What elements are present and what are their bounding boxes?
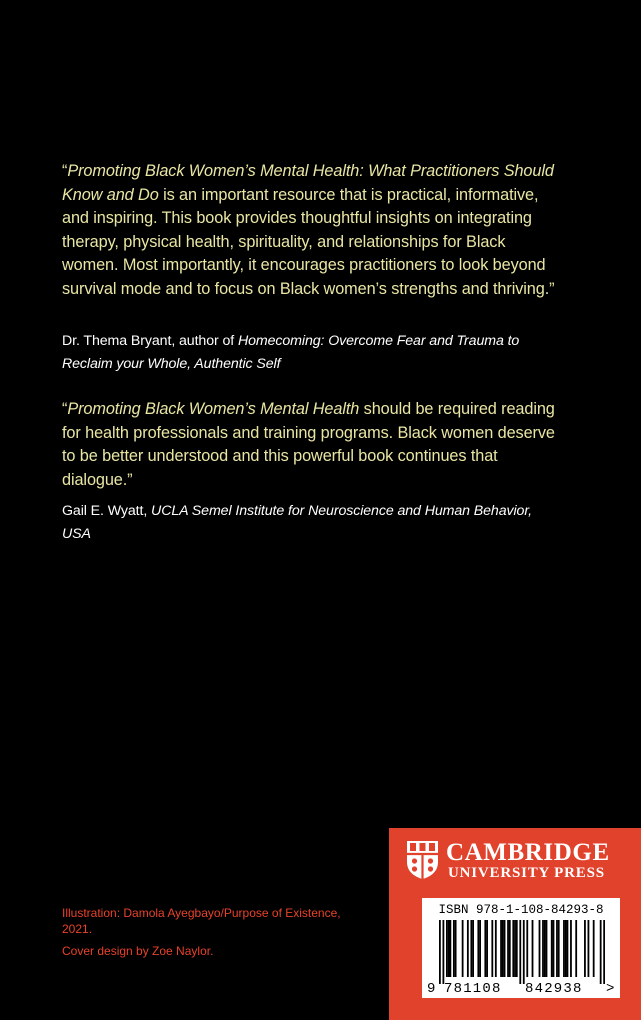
barcode-bar [448,920,450,977]
publisher-name: CAMBRIDGE [446,839,610,866]
isbn-label: ISBN 978-1-108-84293-8 [438,903,604,917]
quote-text: should be required reading for health professionals and training programs. Black women deserve to be better understood and this powerful book continues that dialogue.” [62,400,555,489]
barcode-bar [449,920,451,977]
barcode-bar [495,920,497,977]
barcode-bar [491,920,493,977]
endorsement-attribution-2 [62,500,562,546]
barcode-bar [551,920,553,977]
publisher-subname: UNIVERSITY PRESS [448,865,605,881]
endorser-name: Gail E. Wyatt, [62,503,152,519]
endorser-name: Dr. Thema Bryant, author of [62,333,238,349]
barcode-bar [470,920,472,977]
barcode-bar [544,920,546,977]
barcode-bar [563,920,565,977]
endorsement-quote-1: “Promoting Black Women’s Mental Health: What Practitioners Should Know and Do is an important resource that is practical, informative, and inspiring. This book provides thoughtful insights on integrating therapy, physical health, spirituality, and relationships for Black women. Most importantly, it encourages practitioners to look beyond survival mode and to focus on Black women’s strengths and thriving.” [62,162,555,298]
barcode-bar [472,920,474,977]
barcode-bar [446,920,448,977]
endorsement-attribution-1 [62,330,562,376]
barcode-bar [556,920,558,977]
barcode-bar [526,920,528,977]
barcode-bar [567,920,569,977]
barcode-bar [542,920,544,977]
quote-book-title: Promoting Black Women’s Mental Health [67,400,360,418]
barcode-bar [479,920,481,977]
barcode-bar [553,920,555,977]
quote-book-title: Promoting Black Women’s Mental Health: What Practitioners Should Know and Do [62,162,554,204]
barcode-bar [603,920,605,984]
barcode-bar [484,920,486,977]
barcode-bar [509,920,511,977]
barcode-bars [439,920,605,984]
cambridge-crest-icon [406,840,439,880]
illustration-credit: Illustration: Damola Ayegbayo/Purpose of Existence, 2021. [62,906,341,936]
publisher-panel [389,828,641,1020]
barcode-digit-group-2: 842938 [525,981,583,997]
quote-text: is an important resource that is practical, informative, and inspiring. This book provides thoughtful insights on integrating therapy, physical health, spirituality, and relationships for Black women. Most importantly, it encourages practitioners to look beyond survival mode and to focus on Black women’s strengths and thriving.” [62,185,555,298]
barcode-bar [500,920,502,977]
barcode-bar [558,920,560,977]
barcode-bar [532,920,534,977]
barcode-bar [442,920,444,984]
barcode-bar [539,920,541,977]
barcode-bar [523,920,525,984]
barcode-bar [600,920,602,984]
barcode-bar [502,920,504,977]
endorser-affiliation: UCLA Semel Institute for Neuroscience and Human Behavior, USA [62,503,533,542]
barcode-bar [516,920,518,977]
barcode-bar [519,920,521,984]
barcode-bar [477,920,479,977]
barcode-bar [593,920,595,977]
barcode-bar [575,920,577,977]
barcode-bar [584,920,586,977]
endorser-affiliation: Homecoming: Overcome Fear and Trauma to Reclaim your Whole, Authentic Self [62,333,520,372]
barcode-bar [512,920,514,977]
barcode-bar [439,920,441,984]
barcode-bar [453,920,455,977]
barcode-bar [504,920,506,977]
barcode-bar [455,920,457,977]
isbn-barcode [422,898,620,998]
barcode-bar [546,920,548,977]
design-credit: Cover design by Zoe Naylor. [62,944,214,958]
barcode-bar [570,920,572,977]
barcode-digit-group-1: 781108 [444,981,502,997]
barcode-bar [486,920,488,977]
barcode-bar [588,920,590,977]
barcode-bar [507,920,509,977]
barcode-bar [462,920,464,977]
endorsement-quote-2: “Promoting Black Women’s Mental Health should be required reading for health professionals and training programs. Black women deserve to be better understood and this powerful book continues that dialogue.” [62,400,555,489]
cover-credits [62,906,342,967]
barcode-bar [467,920,469,977]
barcode-quiet-mark: > [606,981,615,997]
barcode-digit-first: 9 [427,981,436,997]
barcode-bar [565,920,567,977]
barcode-bar [514,920,516,977]
barcode-digits [422,982,620,996]
